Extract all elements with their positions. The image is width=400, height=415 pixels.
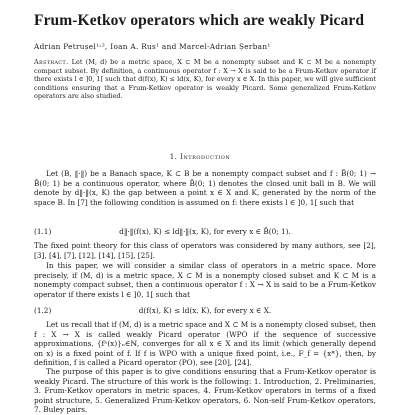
equation-1-1 [34,227,376,237]
abstract-label: Abstract. [34,58,69,66]
equation-1-2 [34,306,376,316]
equation-number: (1.2) [34,306,52,315]
paragraph-5: The purpose of this paper is to give conditions ensuring that a Frum-Ketkov operator is weakly Picard. The structure of this work is the following: 1. Introduction, 2. Preliminaries, 3. Frum-Ketkov operators in metric spaces, 4. Frum-Ketkov operators in terms of a fixed point structure, 5. Generalized Frum-Ketkov operators, 6. Non-self Frum-Ketkov operators, 7. Buley pairs. [34,367,376,415]
abstract [34,58,376,101]
author-line: Adrian Petrușel¹˒², Ioan A. Rus¹ and Marcel-Adrian Șerban¹ [34,42,271,51]
equation-number: (1.1) [34,227,52,236]
paragraph-2: The fixed point theory for this class of operators was considered by many authors, see [2], [3], [4], [7], [12], [14], [15], [25]. [34,241,376,260]
equation-body: d‖·‖(f(x), K) ≤ ld‖·‖(x, K), for every x ∈ B̄(0; 1). [119,227,291,236]
equation-body: d(f(x), K) ≤ ld(x, K), for every x ∈ X. [138,306,272,315]
paper-title: Frum-Ketkov operators which are weakly Picard [34,12,365,29]
paragraph-4: Let us recall that if (M, d) is a metric space and X ⊂ M is a nonempty closed subset, then f : X → X is called weakly Picard operator (WPO if the sequence of successive approximations, {fⁿ(x)}ₙ∈ℕ, converges for all x ∈ X and its limit (which generally depend on x) is a fixed point of f. If f is WPO with a unique fixed point, i.e., F_f = {x*}, then, by definition, f is called a Picard operator (PO), see [20], [24]. [34,320,376,368]
paragraph-3: In this paper, we will consider a similar class of operators in a metric space. More precisely, if (M, d) is a metric space, X ⊂ M is a nonempty closed subset and K ⊂ M is a nonempty compact subset, then a continuous operator f : X → X is said to be a Frum-Ketkov operator if there exists l ∈ ]0, 1[ such that [34,261,376,299]
paragraph-1: Let (B, ‖·‖) be a Banach space, K ⊂ B be a nonempty compact subset and f : B̄(0; 1) → B̄(0; 1) be a continuous operator, where B̄(0; 1) denotes the closed unit ball in B. We will denote by d‖·‖(x, K) the gap between a point x ∈ X and K, generated by the norm of the space B. In [7] the following condition is assumed on f: there exists l ∈ ]0, 1[ such that [34,169,376,207]
section-heading: 1. Introduction [169,153,231,161]
abstract-text: Let (M, d) be a metric space, X ⊂ M be a nonempty subset and K ⊂ M be a nonempty compact subset. By definition, a continuous operator f : X → X is said to be a Frum-Ketkov operator if there exists l ∈ ]0, 1[ such that d(f(x), K) ≤ ld(x, K), for every x ∈ X. In this paper, we will give sufficient conditions ensuring that a Frum-Ketkov operator is weakly Picard. Some generalized Frum-Ketkov operators are also studied. [34,58,376,101]
